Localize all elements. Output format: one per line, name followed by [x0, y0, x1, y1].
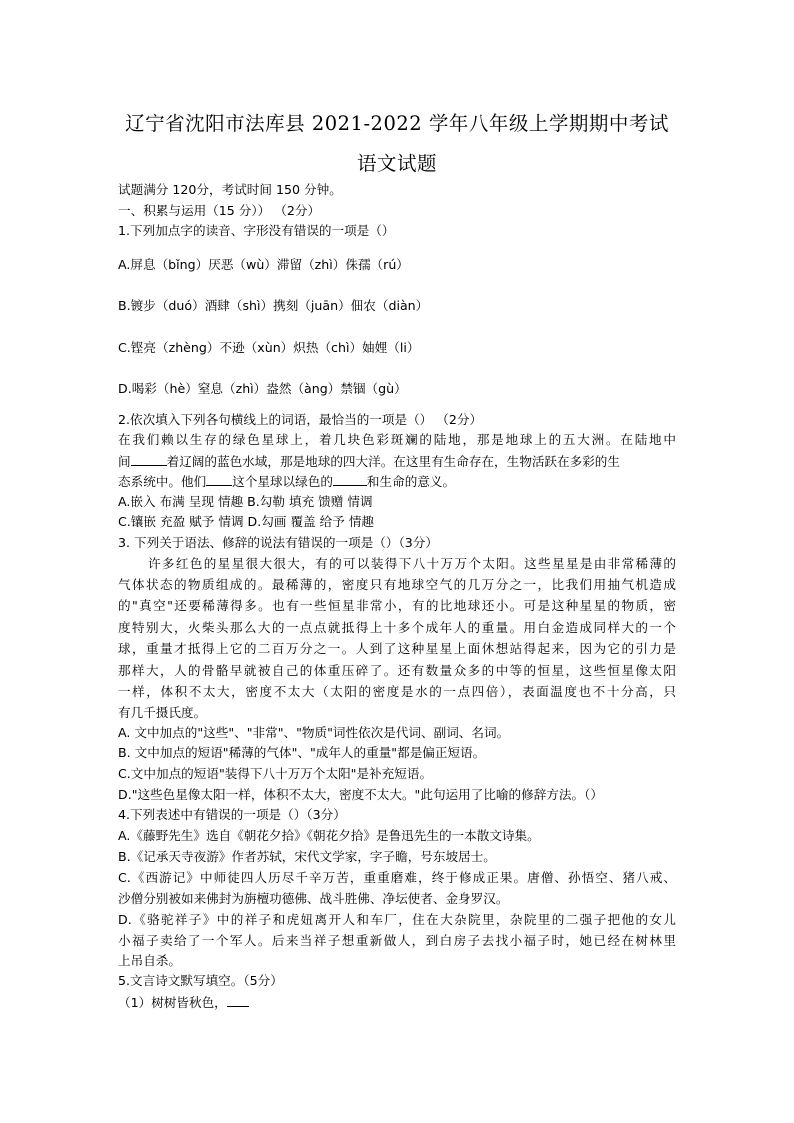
text-fragment: 这个星球以绿色的 — [232, 474, 333, 489]
question-4-option-d: D.《骆驼祥子》中的祥子和虎妞离开人和车厂，住在大杂院里，杂院里的二强子把他的女儿 — [118, 912, 676, 927]
question-1-option-d: D.喝彩（hè）窒息（zhì）盎然（àng）禁锢（gù） — [118, 381, 407, 396]
question-2-options-ab: A.嵌入 布满 呈现 情趣 B.勾勒 填充 馈赠 情调 — [118, 494, 373, 509]
passage-line: 那样大，人的骨骼早就被自己的体重压碎了。还有数量众多的中等的恒星，这些恒星像太阳 — [118, 663, 676, 678]
question-3-option-d: D."这些色星像太阳一样，体积不太大，密度不太大。"此句运用了比喻的修辞方法。（） — [118, 787, 603, 802]
text-fragment: 和生命的意义。 — [366, 474, 456, 489]
question-3-option-c: C.文中加点的短语"装得下八十万万个太阳"是补充短语。 — [118, 766, 433, 781]
question-3-option-b: B. 文中加点的短语"稀薄的气体"、"成年人的重量"都是偏正短语。 — [118, 745, 486, 760]
question-2-text-line — [118, 473, 455, 490]
question-4-stem: 4.下列表述中有错误的一项是（）（3分） — [118, 807, 346, 822]
question-2-stem: 2.依次填入下列各句横线上的词语，最恰当的一项是（） （2分） — [118, 412, 483, 427]
question-4-option-c: C.《西游记》中师徒四人历尽千辛万苦，重重磨难，终于修成正果。唐僧、孙悟空、猪八戒、 — [118, 870, 676, 885]
question-2-options-cd: C.镶嵌 充盈 赋予 情调 D.勾画 覆盖 给予 情趣 — [118, 514, 375, 529]
question-2-text-line: 在我们赖以生存的绿色星球上，着几块色彩斑斓的陆地，那是地球上的五大洲。在陆地中 — [118, 432, 676, 447]
passage-line: 有几千摄氏度。 — [118, 705, 207, 720]
question-4-option-d-cont: 上吊自杀。 — [118, 953, 181, 968]
fill-blank — [227, 994, 249, 1007]
question-2-text-line — [118, 453, 620, 470]
question-1-stem: 1.下列加点字的读音、字形没有错误的一项是（） — [118, 223, 395, 238]
question-1-option-a: A.屏息（bǐng）厌恶（wù）滞留（zhì）侏孺（rú） — [118, 257, 409, 272]
fill-blank — [333, 473, 367, 486]
question-1-option-c: C.铿亮（zhèng）不逊（xùn）炽热（chì）妯娌（li） — [118, 340, 420, 355]
question-4-option-c-cont: 沙僧分别被如来佛封为旃檀功德佛、战斗胜佛、净坛使者、金身罗汉。 — [118, 891, 509, 906]
text-fragment: 态系统中。他们 — [118, 474, 207, 489]
passage-line: 气体状态的物质组成的。最稀薄的，密度只有地球空气的几万分之一，比我们用抽气机造成 — [118, 577, 676, 592]
question-4-option-d-cont: 小福子卖给了一个军人。后来当祥子想重新做人，到白房子去找小福子时，她已经在树林里 — [118, 933, 676, 948]
fill-blank — [206, 473, 232, 486]
text-fragment: （1）树树皆秋色， — [118, 995, 227, 1010]
passage-line: 一样，体积不太大，密度不太大（太阳的密度是水的一点四倍），表面温度也不十分高，只 — [118, 684, 676, 699]
exam-title: 辽宁省沈阳市法库县 2021-2022 学年八年级上学期期中考试 — [125, 112, 669, 135]
passage-line: 的"真空"还要稀薄得多。也有一些恒星非常小，有的比地球还小。可是这种星星的物质，密 — [118, 598, 676, 613]
exam-info: 试题满分 120分，考试时间 150 分钟。 — [118, 182, 342, 197]
text-fragment: 着辽阔的蓝色水域，那是地球的四大洋。在这里有生命存在，生物活跃在多彩的生 — [166, 454, 620, 469]
question-3-option-a: A. 文中加点的"这些"、"非常"、"物质"词性依次是代词、副词、名词。 — [118, 725, 510, 740]
question-4-option-b: B.《记承天寺夜游》作者苏轼，宋代文学家，字子瞻，号东坡居士。 — [118, 849, 496, 864]
question-1-option-b: B.镀步（duó）酒肆（shì）携刻（juān）佃农（diàn） — [118, 298, 429, 313]
question-5-item-1 — [118, 994, 249, 1011]
question-3-stem: 3. 下列关于语法、修辞的说法有错误的一项是（）（3分） — [118, 535, 438, 550]
question-5-stem: 5.文言诗文默写填空。（5分） — [118, 973, 283, 988]
text-fragment: 间 — [118, 454, 131, 469]
passage-line: 球，重量才抵得上它的二百万分之一。人到了这种星星上面休想站得起来，因为它的引力是 — [118, 641, 676, 656]
fill-blank — [131, 453, 167, 466]
passage-line: 度特别大，火柴头那么大的一点点就抵得上十多个成年人的重量。用白金造成同样大的一个 — [118, 620, 676, 635]
passage-line: 许多红色的星星很大很大，有的可以装得下八十万万个太阳。这些星星是由非常稀薄的 — [148, 556, 676, 571]
section-heading: 一、积累与运用（15 分）） （2分） — [118, 203, 321, 218]
exam-subtitle: 语文试题 — [356, 152, 437, 175]
question-4-option-a: A.《藤野先生》选自《朝花夕拾》《朝花夕拾》是鲁迅先生的一本散文诗集。 — [118, 828, 540, 843]
